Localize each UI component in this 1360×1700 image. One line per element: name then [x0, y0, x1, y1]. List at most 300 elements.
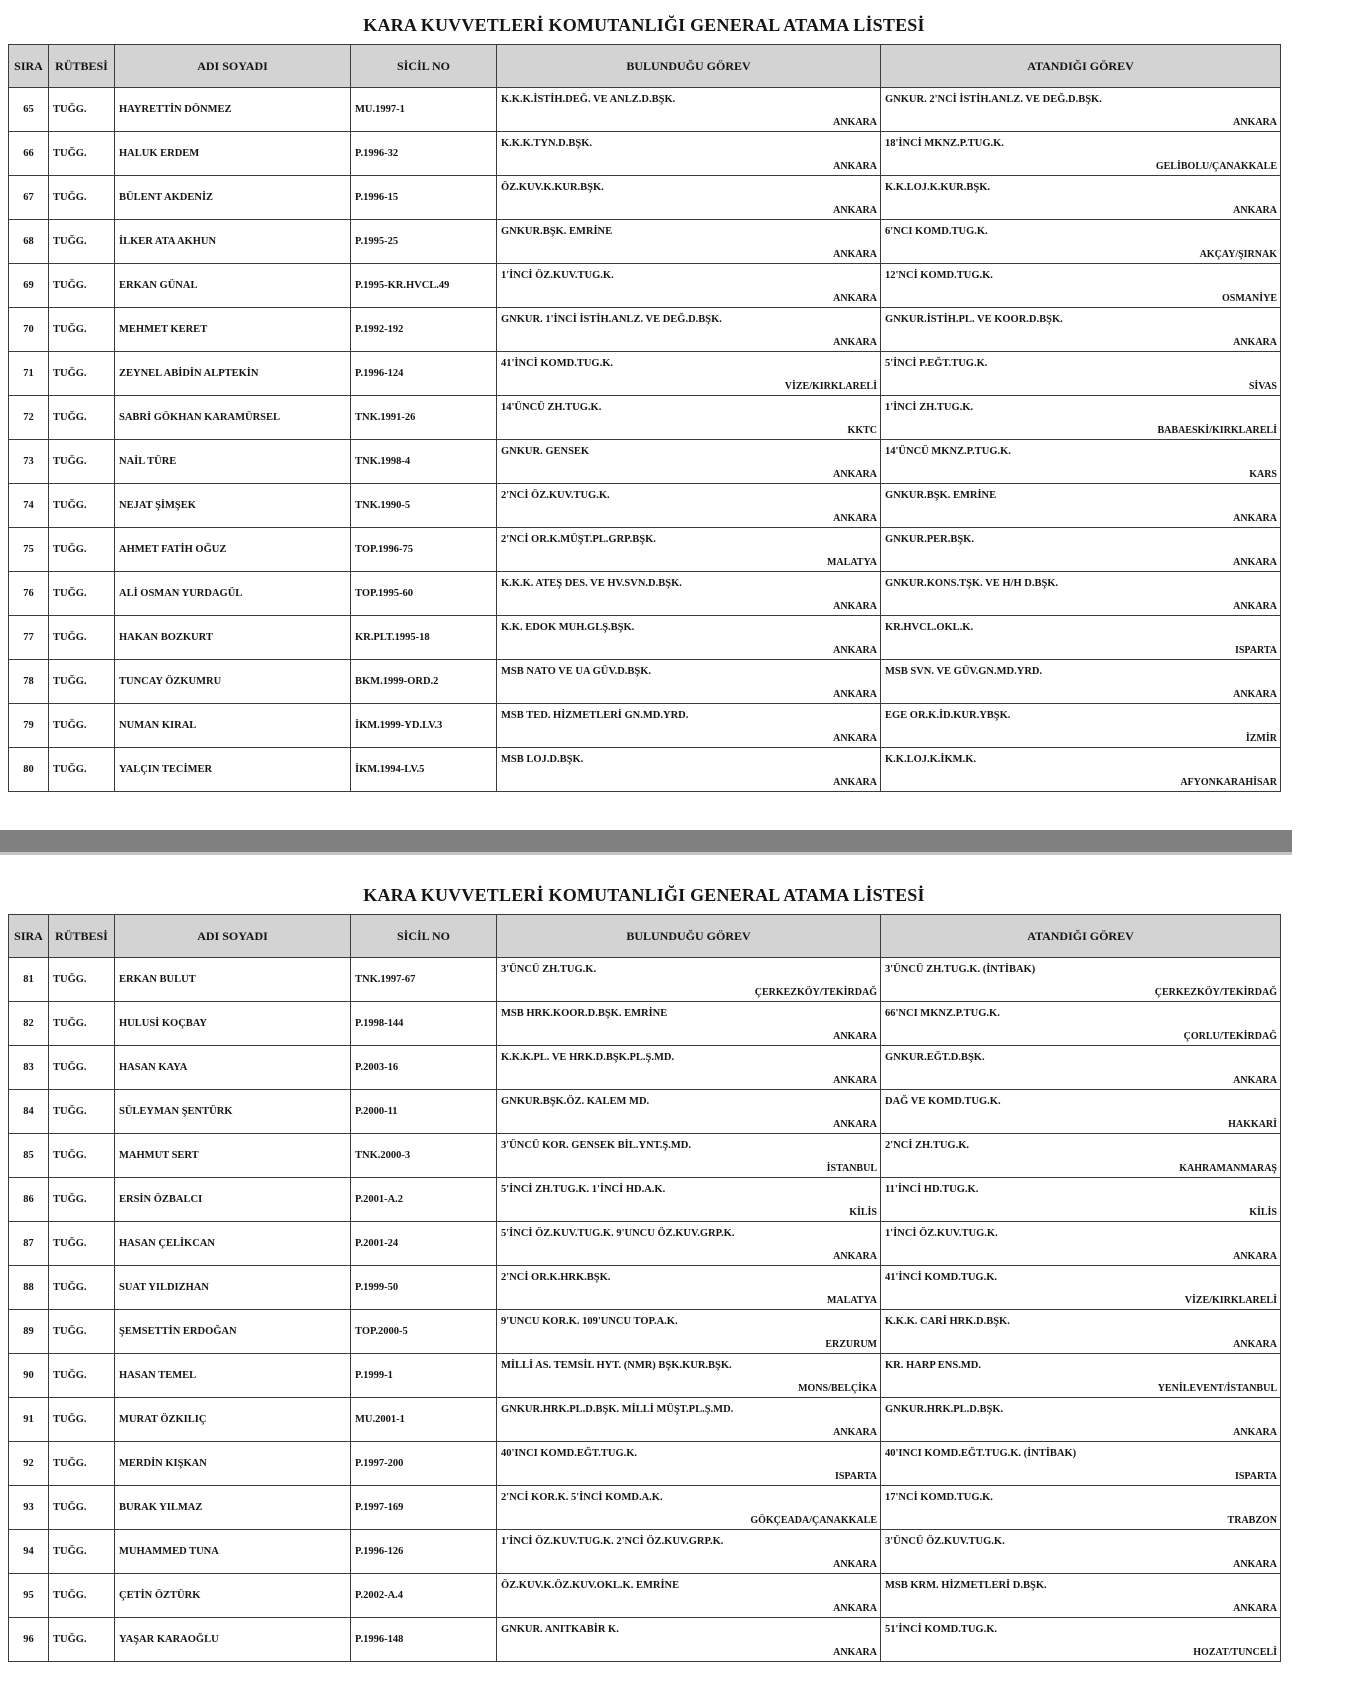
new-post-title: 6'NCI KOMD.TUG.K.	[885, 226, 988, 237]
new-post-location: OSMANİYE	[1221, 293, 1277, 304]
new-post-title: 1'İNCİ ÖZ.KUV.TUG.K.	[885, 1228, 998, 1239]
current-post-location: ANKARA	[833, 1603, 877, 1614]
cell-ad-soyad: ERSİN ÖZBALCI	[115, 1178, 351, 1222]
current-post-location: ANKARA	[833, 777, 877, 788]
cell-rutbe: TUĞG.	[49, 572, 115, 616]
current-post-location: KİLİS	[849, 1207, 877, 1218]
current-post-location: MALATYA	[826, 1295, 877, 1306]
cell-atandigi-gorev	[881, 572, 1281, 616]
cell-sicil-no: TOP.1995-60	[351, 572, 497, 616]
current-post-title: ÖZ.KUV.K.KUR.BŞK.	[501, 182, 604, 193]
new-post-title: 12'NCİ KOMD.TUG.K.	[885, 270, 993, 281]
document-page-1	[8, 0, 1280, 792]
cell-rutbe: TUĞG.	[49, 1442, 115, 1486]
cell-sira: 65	[9, 88, 49, 132]
new-post-title: GNKUR.BŞK. EMRİNE	[885, 490, 997, 501]
cell-sicil-no: TOP.2000-5	[351, 1310, 497, 1354]
new-post-location: KİLİS	[1249, 1207, 1277, 1218]
cell-bulundugu-gorev	[497, 660, 881, 704]
new-post-title: 5'İNCİ P.EĞT.TUG.K.	[885, 358, 988, 369]
current-post-location: İSTANBUL	[826, 1163, 877, 1174]
cell-ad-soyad: BURAK YILMAZ	[115, 1486, 351, 1530]
column-header-ad-soyad: ADI SOYADI	[115, 915, 351, 958]
current-post-location: ANKARA	[833, 1119, 877, 1130]
current-post-location: ISPARTA	[834, 1471, 877, 1482]
cell-sira: 70	[9, 308, 49, 352]
cell-ad-soyad: NAİL TÜRE	[115, 440, 351, 484]
new-post-location: ANKARA	[1233, 1603, 1277, 1614]
new-post-location: BABAESKİ/KIRKLARELİ	[1157, 425, 1277, 436]
cell-bulundugu-gorev	[497, 704, 881, 748]
cell-sicil-no: P.1999-1	[351, 1354, 497, 1398]
table-row	[9, 1134, 1281, 1178]
cell-rutbe: TUĞG.	[49, 1618, 115, 1662]
new-post-title: EGE OR.K.İD.KUR.YBŞK.	[885, 710, 1011, 721]
new-post-title: GNKUR.KONS.TŞK. VE H/H D.BŞK.	[885, 578, 1059, 589]
cell-ad-soyad: AHMET FATİH OĞUZ	[115, 528, 351, 572]
cell-bulundugu-gorev	[497, 1398, 881, 1442]
cell-sira: 78	[9, 660, 49, 704]
cell-ad-soyad: ALİ OSMAN YURDAGÜL	[115, 572, 351, 616]
cell-sira: 82	[9, 1002, 49, 1046]
current-post-location: ANKARA	[833, 337, 877, 348]
current-post-location: ANKARA	[833, 645, 877, 656]
current-post-title: 1'İNCİ ÖZ.KUV.TUG.K.	[501, 270, 614, 281]
new-post-location: TRABZON	[1227, 1515, 1277, 1526]
new-post-location: YENİLEVENT/İSTANBUL	[1157, 1383, 1277, 1394]
column-header-ad-soyad: ADI SOYADI	[115, 45, 351, 88]
current-post-title: GNKUR. GENSEK	[501, 446, 590, 457]
cell-sira: 95	[9, 1574, 49, 1618]
cell-sira: 94	[9, 1530, 49, 1574]
new-post-location: HOZAT/TUNCELİ	[1193, 1647, 1277, 1658]
column-header-sicil-no: SİCİL NO	[351, 915, 497, 958]
current-post-title: K.K.K. ATEŞ DES. VE HV.SVN.D.BŞK.	[501, 578, 682, 589]
current-post-location: ANKARA	[833, 469, 877, 480]
new-post-title: GNKUR.EĞT.D.BŞK.	[885, 1052, 985, 1063]
document-page-2	[8, 870, 1280, 1662]
table-row	[9, 1178, 1281, 1222]
cell-sicil-no: İKM.1999-YD.LV.3	[351, 704, 497, 748]
new-post-location: İZMİR	[1245, 733, 1277, 744]
current-post-title: 1'İNCİ ÖZ.KUV.TUG.K. 2'NCİ ÖZ.KUV.GRP.K.	[501, 1536, 724, 1547]
cell-rutbe: TUĞG.	[49, 1002, 115, 1046]
cell-bulundugu-gorev	[497, 748, 881, 792]
page-separator-bar	[0, 830, 1292, 852]
assignment-table	[8, 44, 1281, 792]
table-row	[9, 616, 1281, 660]
cell-sira: 90	[9, 1354, 49, 1398]
cell-sira: 88	[9, 1266, 49, 1310]
table-row	[9, 1266, 1281, 1310]
table-row	[9, 1046, 1281, 1090]
current-post-location: ANKARA	[833, 1559, 877, 1570]
cell-bulundugu-gorev	[497, 1090, 881, 1134]
current-post-location: ANKARA	[833, 1031, 877, 1042]
cell-sicil-no: TNK.1991-26	[351, 396, 497, 440]
cell-sicil-no: P.2003-16	[351, 1046, 497, 1090]
current-post-title: 2'NCİ ÖZ.KUV.TUG.K.	[501, 490, 610, 501]
cell-atandigi-gorev	[881, 88, 1281, 132]
current-post-location: MONS/BELÇİKA	[798, 1383, 877, 1394]
cell-sicil-no: P.1996-15	[351, 176, 497, 220]
cell-rutbe: TUĞG.	[49, 440, 115, 484]
new-post-location: AKÇAY/ŞIRNAK	[1199, 249, 1277, 260]
table-row	[9, 1090, 1281, 1134]
cell-sira: 87	[9, 1222, 49, 1266]
assignment-table	[8, 914, 1281, 1662]
cell-atandigi-gorev	[881, 308, 1281, 352]
cell-bulundugu-gorev	[497, 396, 881, 440]
cell-sicil-no: P.1996-32	[351, 132, 497, 176]
table-row	[9, 528, 1281, 572]
cell-bulundugu-gorev	[497, 1222, 881, 1266]
cell-sicil-no: P.2001-A.2	[351, 1178, 497, 1222]
new-post-location: SİVAS	[1248, 381, 1277, 392]
cell-atandigi-gorev	[881, 440, 1281, 484]
current-post-title: 3'ÜNCÜ ZH.TUG.K.	[501, 964, 597, 975]
current-post-location: ANKARA	[833, 117, 877, 128]
table-row	[9, 748, 1281, 792]
cell-rutbe: TUĞG.	[49, 88, 115, 132]
cell-bulundugu-gorev	[497, 484, 881, 528]
page-separator-shadow	[0, 852, 1292, 855]
new-post-location: GELİBOLU/ÇANAKKALE	[1155, 161, 1277, 172]
current-post-title: MSB LOJ.D.BŞK.	[501, 754, 584, 765]
new-post-title: 41'İNCİ KOMD.TUG.K.	[885, 1272, 998, 1283]
current-post-title: 2'NCİ OR.K.MÜŞT.PL.GRP.BŞK.	[501, 534, 656, 545]
cell-bulundugu-gorev	[497, 1574, 881, 1618]
new-post-location: ANKARA	[1233, 1339, 1277, 1350]
cell-ad-soyad: YAŞAR KARAOĞLU	[115, 1618, 351, 1662]
cell-atandigi-gorev	[881, 1178, 1281, 1222]
current-post-title: MSB TED. HİZMETLERİ GN.MD.YRD.	[501, 710, 689, 721]
cell-ad-soyad: ERKAN GÜNAL	[115, 264, 351, 308]
cell-rutbe: TUĞG.	[49, 1574, 115, 1618]
cell-sira: 76	[9, 572, 49, 616]
table-row	[9, 1574, 1281, 1618]
cell-sira: 66	[9, 132, 49, 176]
cell-sicil-no: P.1997-169	[351, 1486, 497, 1530]
cell-ad-soyad: SÜLEYMAN ŞENTÜRK	[115, 1090, 351, 1134]
cell-bulundugu-gorev	[497, 1134, 881, 1178]
cell-ad-soyad: MEHMET KERET	[115, 308, 351, 352]
new-post-title: GNKUR.İSTİH.PL. VE KOOR.D.BŞK.	[885, 314, 1063, 325]
new-post-title: 1'İNCİ ZH.TUG.K.	[885, 402, 974, 413]
current-post-title: MSB HRK.KOOR.D.BŞK. EMRİNE	[501, 1008, 668, 1019]
cell-ad-soyad: HASAN TEMEL	[115, 1354, 351, 1398]
cell-rutbe: TUĞG.	[49, 1046, 115, 1090]
cell-atandigi-gorev	[881, 220, 1281, 264]
cell-sira: 84	[9, 1090, 49, 1134]
current-post-title: K.K.K.İSTİH.DEĞ. VE ANLZ.D.BŞK.	[501, 94, 676, 105]
new-post-location: ANKARA	[1233, 513, 1277, 524]
current-post-title: GNKUR.HRK.PL.D.BŞK. MİLLİ MÜŞT.PL.Ş.MD.	[501, 1404, 734, 1415]
cell-sira: 85	[9, 1134, 49, 1178]
cell-bulundugu-gorev	[497, 1178, 881, 1222]
cell-bulundugu-gorev	[497, 220, 881, 264]
current-post-location: ANKARA	[833, 1251, 877, 1262]
cell-rutbe: TUĞG.	[49, 1178, 115, 1222]
cell-atandigi-gorev	[881, 176, 1281, 220]
current-post-title: 2'NCİ KOR.K. 5'İNCİ KOMD.A.K.	[501, 1492, 663, 1503]
new-post-location: KAHRAMANMARAŞ	[1179, 1163, 1277, 1174]
cell-rutbe: TUĞG.	[49, 1530, 115, 1574]
cell-atandigi-gorev	[881, 1574, 1281, 1618]
cell-atandigi-gorev	[881, 1486, 1281, 1530]
cell-sira: 69	[9, 264, 49, 308]
new-post-location: ANKARA	[1233, 337, 1277, 348]
table-row	[9, 352, 1281, 396]
cell-atandigi-gorev	[881, 1398, 1281, 1442]
current-post-title: K.K.K.TYN.D.BŞK.	[501, 138, 593, 149]
cell-rutbe: TUĞG.	[49, 1090, 115, 1134]
cell-ad-soyad: ÇETİN ÖZTÜRK	[115, 1574, 351, 1618]
new-post-title: 66'NCI MKNZ.P.TUG.K.	[885, 1008, 1000, 1019]
current-post-title: GNKUR. 1'İNCİ İSTİH.ANLZ. VE DEĞ.D.BŞK.	[501, 314, 722, 325]
cell-ad-soyad: MURAT ÖZKILIÇ	[115, 1398, 351, 1442]
cell-rutbe: TUĞG.	[49, 748, 115, 792]
cell-rutbe: TUĞG.	[49, 352, 115, 396]
cell-sicil-no: P.1998-144	[351, 1002, 497, 1046]
cell-rutbe: TUĞG.	[49, 308, 115, 352]
cell-atandigi-gorev	[881, 704, 1281, 748]
new-post-location: ÇERKEZKÖY/TEKİRDAĞ	[1154, 987, 1277, 998]
new-post-title: 14'ÜNCÜ MKNZ.P.TUG.K.	[885, 446, 1011, 457]
table-row	[9, 704, 1281, 748]
cell-rutbe: TUĞG.	[49, 176, 115, 220]
current-post-title: 40'INCI KOMD.EĞT.TUG.K.	[501, 1448, 638, 1459]
current-post-title: 5'İNCİ ZH.TUG.K. 1'İNCİ HD.A.K.	[501, 1184, 666, 1195]
cell-ad-soyad: ERKAN BULUT	[115, 958, 351, 1002]
cell-bulundugu-gorev	[497, 616, 881, 660]
table-row	[9, 1354, 1281, 1398]
current-post-location: ANKARA	[833, 1075, 877, 1086]
cell-sicil-no: TNK.1998-4	[351, 440, 497, 484]
current-post-location: ANKARA	[833, 249, 877, 260]
cell-atandigi-gorev	[881, 1134, 1281, 1178]
cell-ad-soyad: SABRİ GÖKHAN KARAMÜRSEL	[115, 396, 351, 440]
table-row	[9, 1442, 1281, 1486]
cell-ad-soyad: HASAN KAYA	[115, 1046, 351, 1090]
cell-sicil-no: İKM.1994-LV.5	[351, 748, 497, 792]
current-post-location: ANKARA	[833, 733, 877, 744]
cell-rutbe: TUĞG.	[49, 958, 115, 1002]
new-post-location: ISPARTA	[1234, 645, 1277, 656]
cell-ad-soyad: HASAN ÇELİKCAN	[115, 1222, 351, 1266]
current-post-location: ANKARA	[833, 161, 877, 172]
cell-sicil-no: MU.1997-1	[351, 88, 497, 132]
current-post-location: GÖKÇEADA/ÇANAKKALE	[750, 1515, 877, 1526]
cell-sira: 79	[9, 704, 49, 748]
cell-sicil-no: MU.2001-1	[351, 1398, 497, 1442]
cell-ad-soyad: HAYRETTİN DÖNMEZ	[115, 88, 351, 132]
table-body	[9, 88, 1281, 792]
cell-sicil-no: P.1999-50	[351, 1266, 497, 1310]
new-post-location: VİZE/KIRKLARELİ	[1184, 1295, 1277, 1306]
new-post-title: 40'INCI KOMD.EĞT.TUG.K. (İNTİBAK)	[885, 1448, 1077, 1459]
cell-bulundugu-gorev	[497, 1618, 881, 1662]
table-row	[9, 176, 1281, 220]
new-post-location: HAKKARİ	[1228, 1119, 1277, 1130]
cell-sira: 73	[9, 440, 49, 484]
current-post-title: ÖZ.KUV.K.ÖZ.KUV.OKL.K. EMRİNE	[501, 1580, 680, 1591]
current-post-title: 5'İNCİ ÖZ.KUV.TUG.K. 9'UNCU ÖZ.KUV.GRP.K.	[501, 1228, 735, 1239]
current-post-location: ANKARA	[833, 689, 877, 700]
cell-sicil-no: P.2000-11	[351, 1090, 497, 1134]
column-header-sira: SIRA	[9, 45, 49, 88]
cell-atandigi-gorev	[881, 396, 1281, 440]
cell-sira: 68	[9, 220, 49, 264]
cell-bulundugu-gorev	[497, 1046, 881, 1090]
new-post-location: ANKARA	[1233, 1251, 1277, 1262]
cell-bulundugu-gorev	[497, 1442, 881, 1486]
cell-ad-soyad: NUMAN KIRAL	[115, 704, 351, 748]
current-post-title: GNKUR.BŞK. EMRİNE	[501, 226, 613, 237]
cell-bulundugu-gorev	[497, 528, 881, 572]
new-post-title: 2'NCİ ZH.TUG.K.	[885, 1140, 970, 1151]
cell-atandigi-gorev	[881, 1354, 1281, 1398]
new-post-title: 17'NCİ KOMD.TUG.K.	[885, 1492, 993, 1503]
table-row	[9, 88, 1281, 132]
cell-bulundugu-gorev	[497, 1266, 881, 1310]
current-post-title: 3'ÜNCÜ KOR. GENSEK BİL.YNT.Ş.MD.	[501, 1140, 691, 1151]
cell-rutbe: TUĞG.	[49, 1310, 115, 1354]
cell-ad-soyad: HALUK ERDEM	[115, 132, 351, 176]
new-post-location: ANKARA	[1233, 1427, 1277, 1438]
cell-sira: 71	[9, 352, 49, 396]
cell-ad-soyad: YALÇIN TECİMER	[115, 748, 351, 792]
table-row	[9, 264, 1281, 308]
cell-sira: 89	[9, 1310, 49, 1354]
current-post-title: 2'NCİ OR.K.HRK.BŞK.	[501, 1272, 611, 1283]
current-post-location: MALATYA	[826, 557, 877, 568]
cell-sicil-no: TOP.1996-75	[351, 528, 497, 572]
table-row	[9, 1310, 1281, 1354]
column-header-rutbe: RÜTBESİ	[49, 45, 115, 88]
cell-sira: 74	[9, 484, 49, 528]
new-post-title: 3'ÜNCÜ ZH.TUG.K. (İNTİBAK)	[885, 964, 1036, 975]
cell-atandigi-gorev	[881, 1222, 1281, 1266]
current-post-title: GNKUR.BŞK.ÖZ. KALEM MD.	[501, 1096, 650, 1107]
new-post-title: GNKUR.PER.BŞK.	[885, 534, 974, 545]
cell-atandigi-gorev	[881, 264, 1281, 308]
cell-bulundugu-gorev	[497, 1354, 881, 1398]
current-post-title: 41'İNCİ KOMD.TUG.K.	[501, 358, 614, 369]
new-post-title: K.K.K. CARİ HRK.D.BŞK.	[885, 1316, 1010, 1327]
cell-rutbe: TUĞG.	[49, 264, 115, 308]
new-post-location: ANKARA	[1233, 205, 1277, 216]
cell-ad-soyad: TUNCAY ÖZKUMRU	[115, 660, 351, 704]
table-body	[9, 958, 1281, 1662]
cell-ad-soyad: HAKAN BOZKURT	[115, 616, 351, 660]
table-row	[9, 396, 1281, 440]
cell-sicil-no: P.1996-126	[351, 1530, 497, 1574]
table-row	[9, 1530, 1281, 1574]
cell-sira: 96	[9, 1618, 49, 1662]
cell-bulundugu-gorev	[497, 1486, 881, 1530]
cell-sicil-no: BKM.1999-ORD.2	[351, 660, 497, 704]
current-post-title: GNKUR. ANITKABİR K.	[501, 1624, 619, 1635]
page-title: KARA KUVVETLERİ KOMUTANLIĞI GENERAL ATAMA LİSTESİ	[363, 885, 925, 905]
cell-rutbe: TUĞG.	[49, 704, 115, 748]
new-post-title: DAĞ VE KOMD.TUG.K.	[885, 1096, 1001, 1107]
column-header-atandigi-gorev: ATANDIĞI GÖREV	[881, 45, 1281, 88]
column-header-bulundugu-gorev: BULUNDUĞU GÖREV	[497, 915, 881, 958]
table-row	[9, 1618, 1281, 1662]
table-row	[9, 1398, 1281, 1442]
new-post-location: KARS	[1249, 469, 1277, 480]
current-post-location: ANKARA	[833, 601, 877, 612]
cell-ad-soyad: İLKER ATA AKHUN	[115, 220, 351, 264]
new-post-title: 3'ÜNCÜ ÖZ.KUV.TUG.K.	[885, 1536, 1005, 1547]
new-post-location: ANKARA	[1233, 557, 1277, 568]
column-header-rutbe: RÜTBESİ	[49, 915, 115, 958]
current-post-location: ANKARA	[833, 293, 877, 304]
column-header-bulundugu-gorev: BULUNDUĞU GÖREV	[497, 45, 881, 88]
cell-rutbe: TUĞG.	[49, 220, 115, 264]
new-post-title: GNKUR. 2'NCİ İSTİH.ANLZ. VE DEĞ.D.BŞK.	[885, 94, 1102, 105]
cell-sira: 81	[9, 958, 49, 1002]
cell-sira: 86	[9, 1178, 49, 1222]
new-post-location: ANKARA	[1233, 1559, 1277, 1570]
table-row	[9, 440, 1281, 484]
current-post-location: ERZURUM	[825, 1339, 877, 1350]
current-post-location: ANKARA	[833, 1427, 877, 1438]
cell-atandigi-gorev	[881, 1046, 1281, 1090]
current-post-location: VİZE/KIRKLARELİ	[784, 381, 877, 392]
cell-bulundugu-gorev	[497, 1002, 881, 1046]
cell-ad-soyad: MERDİN KIŞKAN	[115, 1442, 351, 1486]
cell-rutbe: TUĞG.	[49, 1134, 115, 1178]
cell-sira: 92	[9, 1442, 49, 1486]
cell-sira: 75	[9, 528, 49, 572]
cell-sira: 91	[9, 1398, 49, 1442]
cell-bulundugu-gorev	[497, 176, 881, 220]
cell-atandigi-gorev	[881, 132, 1281, 176]
column-header-atandigi-gorev: ATANDIĞI GÖREV	[881, 915, 1281, 958]
cell-atandigi-gorev	[881, 660, 1281, 704]
cell-atandigi-gorev	[881, 1310, 1281, 1354]
page-title: KARA KUVVETLERİ KOMUTANLIĞI GENERAL ATAMA LİSTESİ	[363, 15, 925, 35]
cell-bulundugu-gorev	[497, 264, 881, 308]
cell-atandigi-gorev	[881, 958, 1281, 1002]
new-post-title: KR. HARP ENS.MD.	[885, 1360, 981, 1371]
new-post-location: ANKARA	[1233, 689, 1277, 700]
cell-ad-soyad: ŞEMSETTİN ERDOĞAN	[115, 1310, 351, 1354]
cell-rutbe: TUĞG.	[49, 1486, 115, 1530]
cell-sicil-no: P.2001-24	[351, 1222, 497, 1266]
table-row	[9, 660, 1281, 704]
current-post-location: ÇERKEZKÖY/TEKİRDAĞ	[754, 987, 877, 998]
cell-atandigi-gorev	[881, 528, 1281, 572]
new-post-location: ANKARA	[1233, 601, 1277, 612]
cell-atandigi-gorev	[881, 352, 1281, 396]
cell-rutbe: TUĞG.	[49, 132, 115, 176]
cell-ad-soyad: MUHAMMED TUNA	[115, 1530, 351, 1574]
cell-sicil-no: TNK.1997-67	[351, 958, 497, 1002]
current-post-title: MİLLİ AS. TEMSİL HYT. (NMR) BŞK.KUR.BŞK.	[501, 1360, 732, 1371]
cell-sicil-no: P.1996-124	[351, 352, 497, 396]
cell-sira: 83	[9, 1046, 49, 1090]
table-row	[9, 958, 1281, 1002]
table-header-row	[9, 915, 1281, 958]
new-post-location: ANKARA	[1233, 117, 1277, 128]
table-header-row	[9, 45, 1281, 88]
new-post-title: MSB KRM. HİZMETLERİ D.BŞK.	[885, 1580, 1047, 1591]
cell-atandigi-gorev	[881, 1442, 1281, 1486]
cell-bulundugu-gorev	[497, 1530, 881, 1574]
